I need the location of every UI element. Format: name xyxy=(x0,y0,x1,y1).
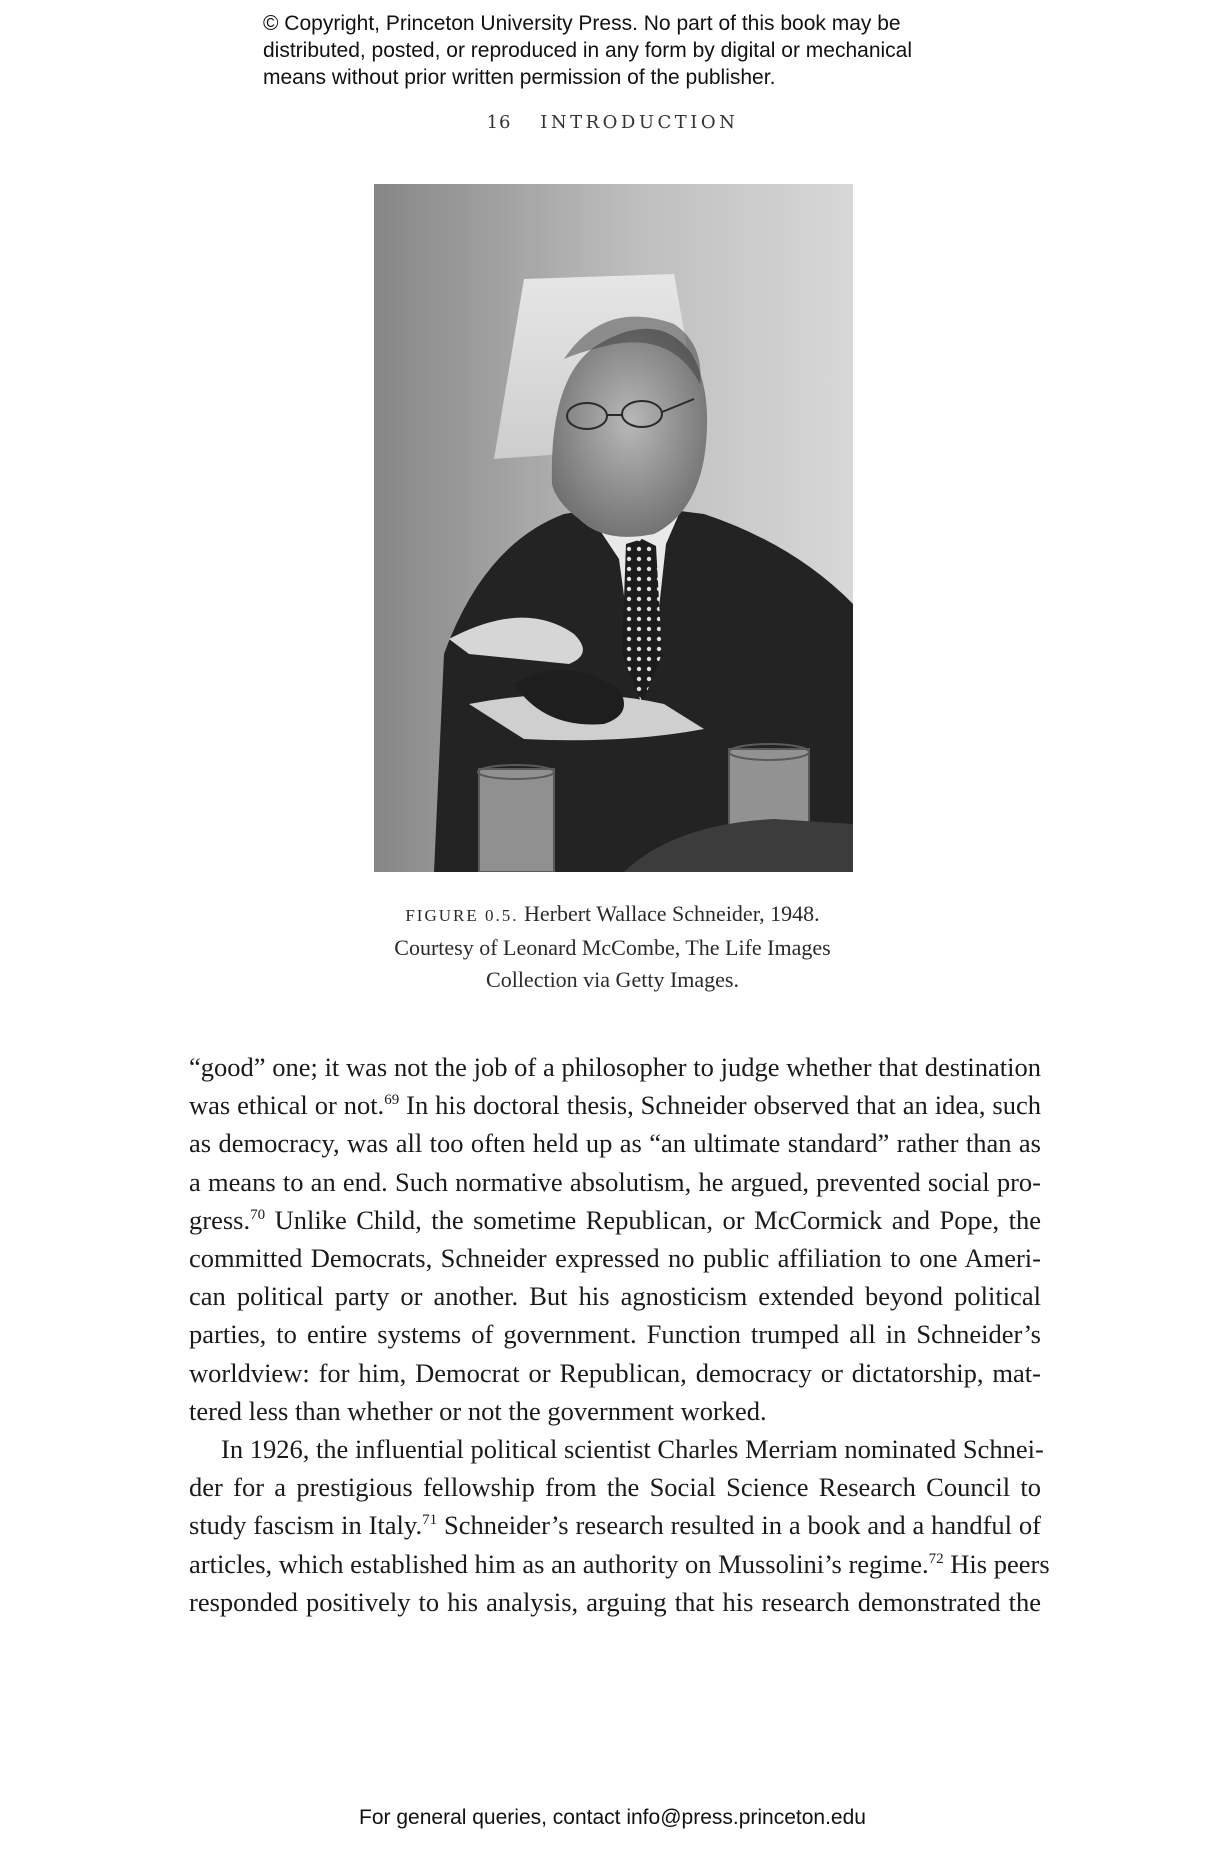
caption-line: Collection via Getty Images. xyxy=(486,967,739,992)
body-line: articles, which established him as an authority on Mussolini’s regime.$^{72}$ His peers xyxy=(189,1548,1050,1579)
section-title: INTRODUCTION xyxy=(540,112,739,133)
copyright-notice xyxy=(263,10,983,91)
figure-photo xyxy=(374,184,853,872)
body-line: “good” one; it was not the job of a philosopher to judge whether that destination xyxy=(189,1052,1041,1082)
body-line: gress.$^{70}$ Unlike Child, the sometime Republican, or McCormick and Pope, the xyxy=(189,1204,1041,1235)
running-head xyxy=(0,112,1225,133)
footnote-ref-72: 72 xyxy=(928,1550,944,1567)
caption-line xyxy=(300,898,925,932)
body-line: der for a prestigious fellowship from the Social Science Research Council to xyxy=(189,1472,1041,1503)
caption-text: Herbert Wallace Schneider, 1948. xyxy=(523,901,820,926)
body-line: as democracy, was all too often held up as “an ultimate standard” rather than as xyxy=(189,1128,1041,1159)
body-line: tered less than whether or not the government worked. xyxy=(189,1395,767,1426)
copyright-line: distributed, posted, or reproduced in any form by digital or mechanical xyxy=(263,39,913,62)
body-text xyxy=(189,1048,1050,1621)
body-line: a means to an end. Such normative absolutism, he argued, prevented social pro- xyxy=(189,1166,1041,1197)
body-line: can political party or another. But his agnosticism extended beyond political xyxy=(189,1281,1041,1312)
page-number: 16 xyxy=(486,112,512,133)
body-line: committed Democrats, Schneider expressed no public affiliation to one Ameri- xyxy=(189,1243,1041,1274)
copyright-line: © Copyright, Princeton University Press. No part of this book may be xyxy=(263,12,901,35)
body-line: was ethical or not.$^{69}$ In his doctoral thesis, Schneider observed that an idea, such xyxy=(189,1090,1041,1121)
body-line: In 1926, the influential political scientist Charles Merriam nominated Schnei- xyxy=(221,1434,1044,1465)
body-line: responded positively to his analysis, arguing that his research demonstrated the xyxy=(189,1586,1041,1617)
caption-line: Courtesy of Leonard McCombe, The Life Images xyxy=(394,935,831,960)
body-line: parties, to entire systems of government. Function trumped all in Schneider’s xyxy=(189,1319,1041,1350)
figure-caption xyxy=(300,898,925,996)
footnote-ref-69: 69 xyxy=(384,1092,400,1109)
portrait-photo-illustration xyxy=(374,184,853,872)
copyright-line: means without prior written permission of the publisher. xyxy=(263,66,776,89)
footnote-ref-70: 70 xyxy=(250,1206,266,1223)
body-line: worldview: for him, Democrat or Republican, democracy or dictatorship, mat- xyxy=(189,1357,1041,1388)
figure-label: FIGURE 0.5. xyxy=(405,906,519,925)
body-line: study fascism in Italy.$^{71}$ Schneider’s research resulted in a book and a handful of xyxy=(189,1510,1041,1541)
footnote-ref-71: 71 xyxy=(422,1512,438,1529)
footer-contact: For general queries, contact info@press.princeton.edu xyxy=(359,1806,866,1829)
